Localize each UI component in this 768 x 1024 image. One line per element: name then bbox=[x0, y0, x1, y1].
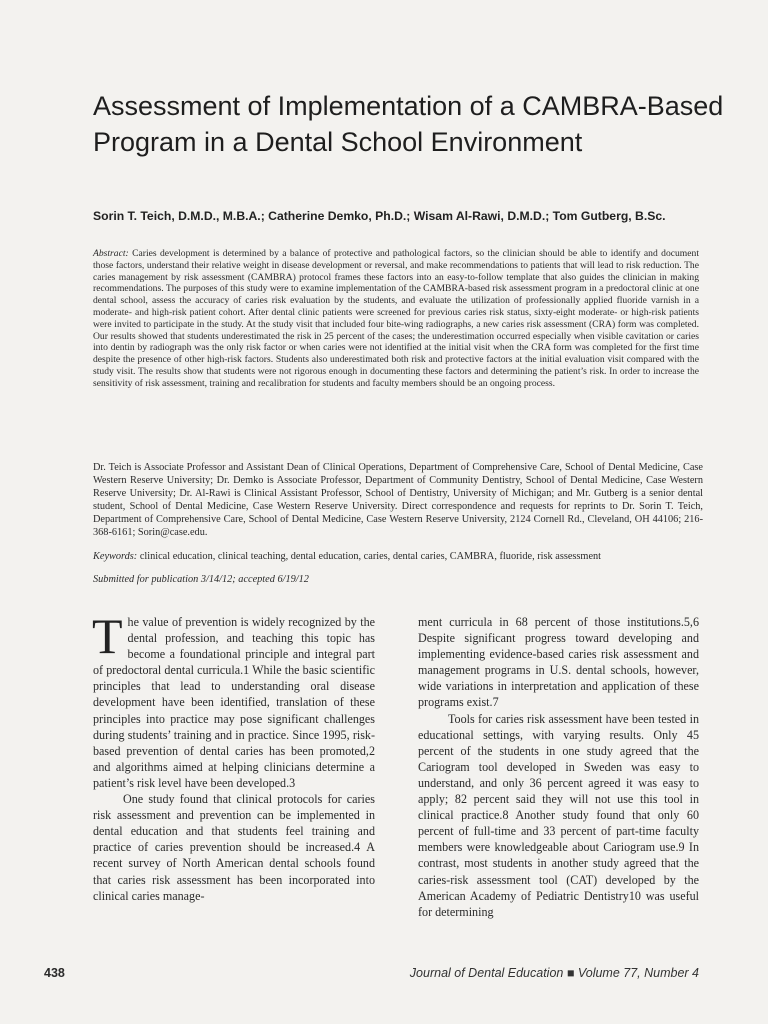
submission-dates: Submitted for publication 3/14/12; accepted 6/19/12 bbox=[93, 574, 309, 585]
abstract-text: Caries development is determined by a balance of protective and pathological factors, so the clinician should be able to identify and document those factors, understand their relative weight in disease development or reversal, and make recommendations to patients that will lead to risk reduction. The caries management by risk assessment (CAMBRA) protocol frames these factors into an easy-to-follow template that also guides the clinician in making recommendations. The purposes of this study were to examine implementation of the CAMBRA-based risk assessment program in a predoctoral clinic at one dental school, assess the accuracy of caries risk evaluation by the students, and evaluate the utilization of professionally applied fluoride varnish in a moderate- and high-risk patient cohort. After dental clinic patients were screened for previous caries risk status, sixty-eight moderate- or high-risk patients were invited to participate in the study. At the study visit that included four bite-wing radiographs, a new caries risk assessment (CRA) form was completed. Our results showed that students underestimated the risk in 25 percent of the cases; the underestimation occurred especially when visible cavitation or caries into dentin by radiograph was the only risk factor or when caries were not identified at the initial visit when the CRA form was completed for the first time despite the presence of other high-risk factors. Students also underestimated both risk and protective factors at the initial evaluation visit compared with the study visit. The results show that students were not rigorous enough in documenting these factors and determining the patient’s risk. In order to increase the sensitivity of risk assessment, training and recalibration for students and faculty members should be an ongoing process. bbox=[93, 248, 699, 389]
article-title: Assessment of Implementation of a CAMBRA-Based Program in a Dental School Environment bbox=[93, 91, 724, 157]
keywords-label: Keywords: bbox=[93, 551, 138, 562]
paragraph: ment curricula in 68 percent of those institutions.5,6 Despite significant progress toward developing and implementing evidence-based caries risk assessment and management programs in U.S. dental schools, however, wide variations in interpretation and application of these programs exist.7 bbox=[418, 615, 699, 710]
paragraph-text: he value of prevention is widely recognized by the dental profession, and teaching this topic has become a foundational principle and integral part of predoctoral dental curricula.1 While the basic scientific principles that lead to understanding oral disease development have been identified, translation of these principles into practice may pose significant challenges during students’ training and in practice. Since 1995, risk-based prevention of dental caries has been promoted,2 and algorithms aimed at helping clinicians determine a patient’s risk level have been developed.3 bbox=[93, 615, 375, 790]
abstract bbox=[93, 248, 699, 390]
paragraph: One study found that clinical protocols for caries risk assessment and prevention can be implemented in dental education and that students feel training and practice of caries prevention should be increased.4 A recent survey of North American dental schools found that caries risk assessment has been incorporated into clinical caries manage- bbox=[93, 792, 375, 903]
body-column-left bbox=[92, 608, 375, 904]
paragraph: Tools for caries risk assessment have been tested in educational settings, with varying results. Only 45 percent of the students in one study agreed that the Cariogram tool developed in Sweden was easy to understand, and only 36 percent agreed it was easy to apply; 82 percent said they will not use this tool in clinical practice.8 Another study found that only 60 percent of full-time and 33 percent of part-time faculty members were knowledgeable about Cariogram use.9 In contrast, most students in another study agreed that the caries-risk assessment tool (CAT) developed by the American Academy of Pediatric Dentistry10 was useful for determining bbox=[418, 711, 699, 919]
abstract-label: Abstract: bbox=[93, 248, 129, 259]
running-footer: Journal of Dental Education ■ Volume 77, Number 4 bbox=[409, 966, 699, 980]
author-affiliations: Dr. Teich is Associate Professor and Assistant Dean of Clinical Operations, Department of Comprehensive Care, School of Dental Medicine, Case Western Reserve University; Dr. Demko is Associate Professor, Department of Community Dentistry, School of Dental Medicine, Case Western Reserve University; Dr. Al-Rawi is Clinical Assistant Professor, School of Dentistry, University of Michigan; and Mr. Gutberg is a senior dental student, School of Dental Medicine, Case Western Reserve University. Direct correspondence and requests for reprints to Dr. Sorin T. Teich, Department of Comprehensive Care, School of Dental Medicine, Case Western Reserve University, 2124 Cornell Rd., Cleveland, OH 44106; 216-368-6161; Sorin@case.edu. bbox=[93, 462, 703, 539]
keywords-text: clinical education, clinical teaching, dental education, caries, dental caries, CAMBRA, fluoride, risk assessment bbox=[139, 551, 602, 562]
drop-cap: T bbox=[92, 608, 123, 664]
keywords bbox=[93, 550, 703, 563]
paragraph bbox=[92, 608, 375, 791]
page-number: 438 bbox=[44, 966, 65, 980]
body-column-right bbox=[418, 614, 699, 920]
author-list: Sorin T. Teich, D.M.D., M.B.A.; Catherine Demko, Ph.D.; Wisam Al-Rawi, D.M.D.; Tom Gutberg, B.Sc. bbox=[93, 209, 666, 223]
